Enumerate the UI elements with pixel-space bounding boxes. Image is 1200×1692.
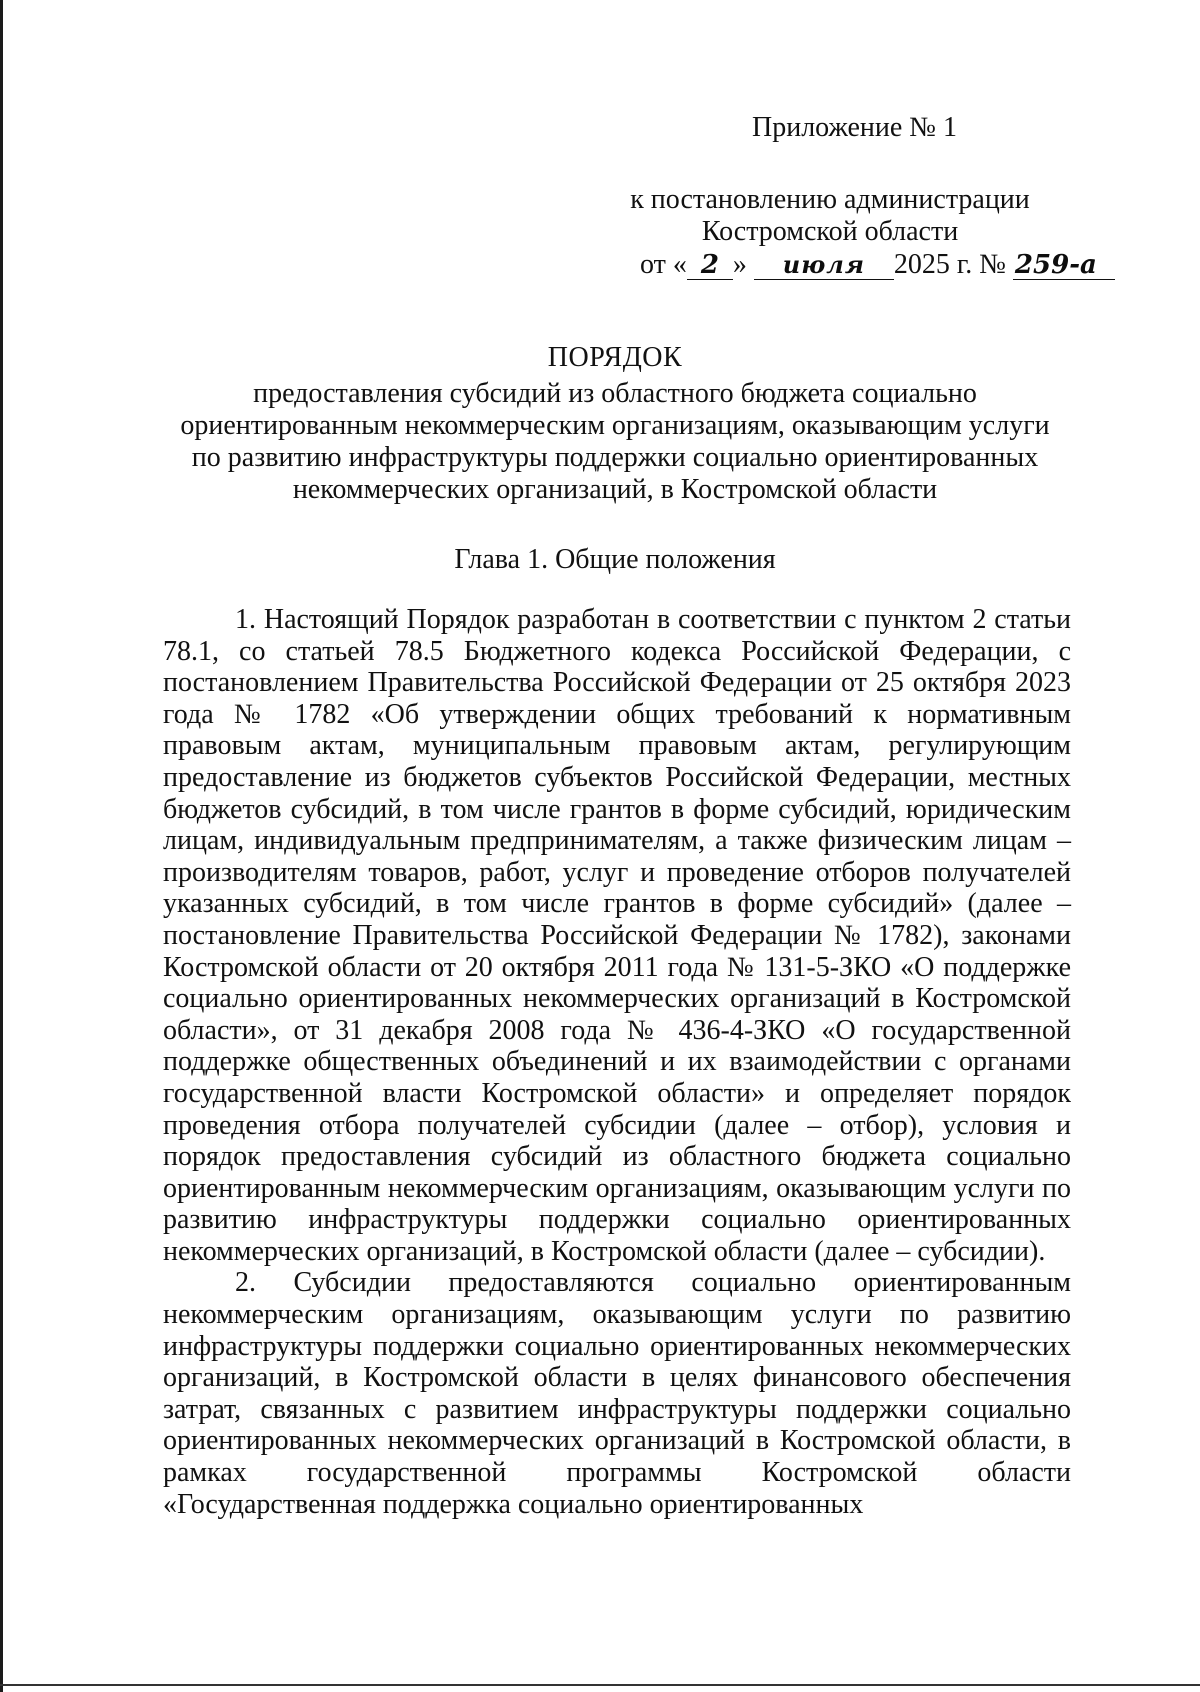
decree-date-number — [640, 248, 1115, 282]
decree-reference — [600, 184, 1060, 248]
decree-month-handwritten: июля — [754, 251, 894, 280]
paragraph-2: 2. Субсидии предоставляются социально ориентированным некоммерческим организациям, оказывающим услуги по развитию инфраструктуры поддержки социально ориентированных некоммерческих организаций, в Костромской области в целях финансового обеспечения затрат, связанных с развитием инфраструктуры поддержки социально ориентированных некоммерческих организаций в Костромской области, в рамках государственной программы Костромской области «Государственная поддержка социально ориентированных — [163, 1267, 1071, 1520]
chapter-heading: Глава 1. Общие положения — [454, 544, 776, 575]
appendix-label: Приложение № 1 — [752, 112, 957, 143]
decree-prefix: от « — [640, 249, 687, 280]
decree-reference-line-2: Костромской области — [701, 216, 959, 247]
decree-day-handwritten: 2 — [687, 251, 733, 280]
paragraph-1: 1. Настоящий Порядок разработан в соответствии с пунктом 2 статьи 78.1, со статьей 78.5 Бюджетного кодекса Российской Федерации, с постановлением Правительства Российской Федерации от 25 октября 2023 года № 1782 «Об утверждении общих требований к нормативным правовым актам, муниципальным правовым актам, регулирующим предоставление из бюджетов субъектов Российской Федерации, местных бюджетов субсидий, в том числе грантов в форме субсидий, юридическим лицам, индивидуальным предпринимателям, а также физическим лицам – производителям товаров, работ, услуг и проведение отборов получателей указанных субсидий, в том числе грантов в форме субсидий» (далее – постановление Правительства Российской Федерации № 1782), законами Костромской области от 20 октября 2011 года № 131-5-ЗКО «О поддержке социально ориентированных некоммерческих организаций в Костромской области», от 31 декабря 2008 года № 436-4-ЗКО «О государственной поддержке общественных объединений и их взаимодействии с органами государственной власти Костромской области» и определяет порядок проведения отбора получателей субсидии (далее – отбор), условия и порядок предоставления субсидий из областного бюджета социально ориентированным некоммерческим организациям, оказывающим услуги по развитию инфраструктуры поддержки социально ориентированных некоммерческих организаций, в Костромской области (далее – субсидии). — [163, 604, 1071, 1267]
document-body — [163, 604, 1071, 1520]
decree-mid: » — [732, 249, 747, 280]
document-subtitle-line: по развитию инфраструктуры поддержки социально ориентированных — [191, 442, 1039, 473]
document-heading: ПОРЯДОК — [547, 342, 683, 373]
document-subtitle-line: ориентированным некоммерческим организациям, оказывающим услуги — [180, 410, 1050, 441]
document-title — [160, 342, 1070, 506]
decree-year: 2025 г. № — [893, 249, 1006, 280]
document-subtitle-line: предоставления субсидий из областного бюджета социально — [253, 378, 977, 409]
decree-reference-line-1: к постановлению администрации — [630, 184, 1030, 215]
document-subtitle-line: некоммерческих организаций, в Костромской области — [292, 474, 938, 505]
page-left-edge — [0, 0, 3, 1692]
page-bottom-edge — [0, 1684, 1200, 1686]
decree-number-handwritten: 259-а — [1013, 251, 1115, 280]
